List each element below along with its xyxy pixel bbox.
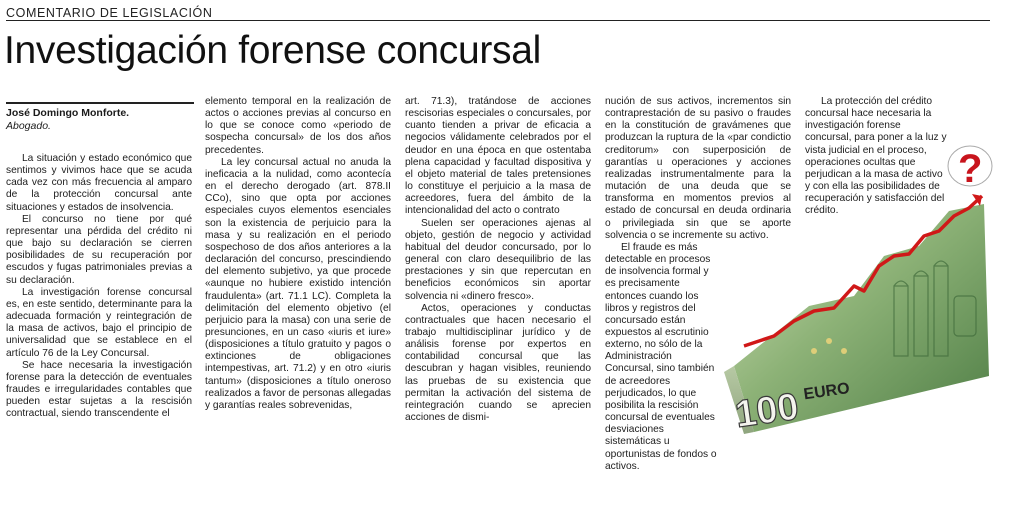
paragraph: El concurso no tiene por qué representar una pérdida del crédito ni que bajo su declaración se cierren posibilidades de su recuperación por escudos y fugas patrimoniales previas a su declaración. [6, 213, 192, 286]
paragraph: La situación y estado económico que sentimos y vivimos hace que se acuda cada vez con más frecuencia al amparo de la protección concursal ante situaciones y estados de insolvencia. [6, 153, 192, 213]
section-header [6, 4, 990, 21]
paragraph: El fraude es más detectable en procesos de insolvencia formal y es precisamente entonces cuando los libros y registros del concursado están expuestos al escrutinio externo, no sólo de la Administración Concursal, sino también de acreedores perjudicados, lo que posibilita la rescisión concursal de eventuales desviaciones sistemáticas u oportunistas de fondos o activos. [605, 241, 717, 472]
author-name: José Domingo Monforte. [6, 107, 130, 119]
paragraph: elemento temporal en la realización de actos o acciones previas al concurso en lo que se conoce como «periodo de sospecha concursal» de los dos años precedentes. [205, 96, 391, 156]
paragraph: Actos, operaciones y conductas contractuales que hacen necesario el trabajo multidisciplinar jurídico y de análisis forense por expertos en contabilidad concursal que las descubran y hagan visibles, reuniendo las pruebas de su existencia que permitan la activación del sistema de reintegración cuando se aprecien acciones de dismi- [405, 302, 591, 424]
banknote-graphic [714, 136, 996, 436]
paragraph: La ley concursal actual no anuda la ineficacia a la nulidad, como acontecía en el derecho derogado (art. 878.II CCo), sino que opta por acciones especiales cuyos elementos esenciales son la existencia de perjuicio para la masa y su realización en el periodo sospechoso de dos años anteriores a la declaración del concurso, prescindiendo del elemento subjetivo, ya que procede «aunque no hubiere existido intención fraudulenta» (art. 71.1 LC). Completa la delimitación del elemento objetivo (el perjuicio para la masa) con una serie de presunciones, en un caso «iuris et iure» (disposiciones a título gratuito y pagos o extinciones de obligaciones intempestivas, art. 71.2) y en otro «iuris tantum» (disposiciones a título oneroso realizados a favor de personas allegadas y garantías reales sobrevenidas, [205, 156, 391, 411]
article-column-3 [405, 96, 591, 424]
paragraph: Suelen ser operaciones ajenas al objeto, gestión de negocio y actividad habitual del deudor concursado, por lo general con claro desequilibrio de las prestaciones y sin que repercutan en beneficios económicos sin aportar solvencia ni «dinero fresco». [405, 217, 591, 302]
paragraph: La protección del crédito concursal hace necesaria la investigación forense concursal, para poner a la luz y vista judicial en el proceso, operaciones ocultas que perjudican a la masa de activo y con ella las posibilidades de recuperación y satisfacción del crédito. [805, 96, 947, 217]
paragraph: nución de sus activos, incrementos sin contraprestación de su pasivo o fraudes en la constitución de gravámenes que produzcan la ruptura de la «par condictio creditorum» con superposición de garantías u operaciones y acciones realizadas instrumentalmente para la mutación de una deuda que se transforma en momentos previos al estado de concursal en deuda ordinaria o privilegiada sin que se aporte solvencia o se incremente su activo. [605, 96, 791, 241]
banknote-currency: EURO [802, 380, 851, 404]
banknote-value: 100 [732, 385, 802, 436]
byline-divider [6, 102, 194, 104]
article-title: Investigación forense concursal [4, 29, 542, 72]
article-column-2 [205, 96, 391, 412]
article-column-1 [6, 153, 192, 420]
question-mark: ? [958, 147, 983, 191]
banknote-illustration [714, 136, 996, 436]
paragraph: Se hace necesaria la investigación forense para la detección de eventuales fraudes e irregularidades contables que pueden estar sujetas a la rescisión contractual, siendo transcendente el [6, 359, 192, 420]
section-label: COMENTARIO DE LEGISLACIÓN [6, 6, 213, 20]
author-role: Abogado. [6, 120, 51, 132]
paragraph: La investigación forense concursal es, en este sentido, determinante para la adecuada formación y reintegración de la masa de activos, bajo el principio de universalidad que se establece en el artículo 76 de la Ley Concursal. [6, 286, 192, 359]
paragraph: art. 71.3), tratándose de acciones rescisorias especiales o concursales, por cuanto tienden a privar de eficacia a negocios válidamente celebrados por el deudor en una época en que ostentaba plena capacidad y facultad dispositiva y el objeto material de tales pretensiones lo constituye el perjuicio a la masa de acreedores, fuera del ámbito de la intencionalidad del acto o contrato [405, 96, 591, 217]
